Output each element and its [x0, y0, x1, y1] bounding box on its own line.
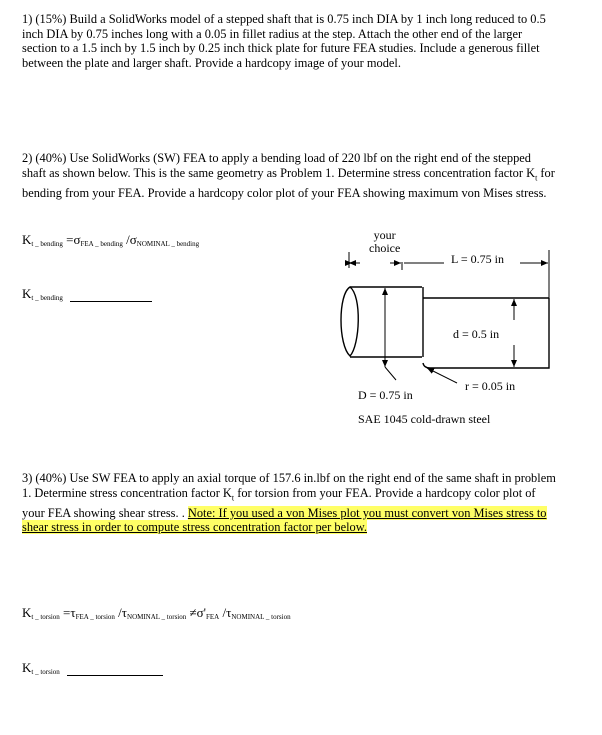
- material-label: SAE 1045 cold-drawn steel: [358, 412, 491, 426]
- dim-r-leader: [427, 368, 457, 383]
- shaft-break-end: [341, 287, 358, 356]
- r-label: r = 0.05 in: [465, 379, 516, 393]
- your-choice-label: your choice: [369, 228, 401, 255]
- d-label: d = 0.5 in: [453, 327, 500, 341]
- kt-bending-answer: $K_{t \_ bending}$: [22, 286, 152, 302]
- problem-3-text: 3) (40%) Use SW FEA to apply an axial torque of 157.6 in.lbf on the right end of the same shaft in problem 1. Determine stress concentration factor $K_t$ for torsion from your FEA. Provide a hardcopy color plot of your FEA showing shear stress. . Note: If you used a von Mises plot you must convert von Mises stress to shear stress in order to compute stress concentration factor per below.: [22, 471, 556, 535]
- problem-1-text: 1) (15%) Build a SolidWorks model of a stepped shaft that is 0.75 inch DIA by 1 inch long reduced to 0.5 inch DIA by 0.75 inches long with a 0.05 in fillet radius at the step. Attach the other end of the larger section to a 1.5 inch by 1.5 inch by 0.25 inch thick plate for future FEA studies. Include a generous fillet between the plate and larger shaft. Provide a hardcopy image of your model.: [22, 12, 546, 70]
- kt-torsion-answer-blank[interactable]: [67, 675, 163, 676]
- problem-2-text: 2) (40%) Use SolidWorks (SW) FEA to apply a bending load of 220 lbf on the right end of the stepped shaft as shown below. This is the same geometry as Problem 1. Determine stress concentration factor $K_t$ for bending from your FEA. Provide a hardcopy color plot of your FEA showing maximum von Mises stress.: [22, 151, 555, 200]
- kt-torsion-answer: $K_{t \_ torsion}$: [22, 660, 163, 676]
- dim-D-leader: [385, 367, 396, 380]
- L-label: L = 0.75 in: [451, 252, 504, 266]
- von-mises-note: Note: If you used a von Mises plot you must convert von Mises stress to shear stress in order to compute stress concentration factor per below.: [22, 505, 547, 535]
- kt-bending-formula: $K_{t \_ bending} =\sigma_{FEA \_ bending}$ $/\sigma_{NOMINAL \_ bending}$: [22, 232, 200, 248]
- D-label: D = 0.75 in: [358, 388, 413, 402]
- kt-torsion-formula: $K_{t \_ torsion} =\tau_{FEA \_ torsion}$ $/\tau_{NOMINAL \_ torsion} \ne\sigma'_{FEA}$ $/\tau_{NOMINAL \_ torsion}$: [22, 605, 291, 621]
